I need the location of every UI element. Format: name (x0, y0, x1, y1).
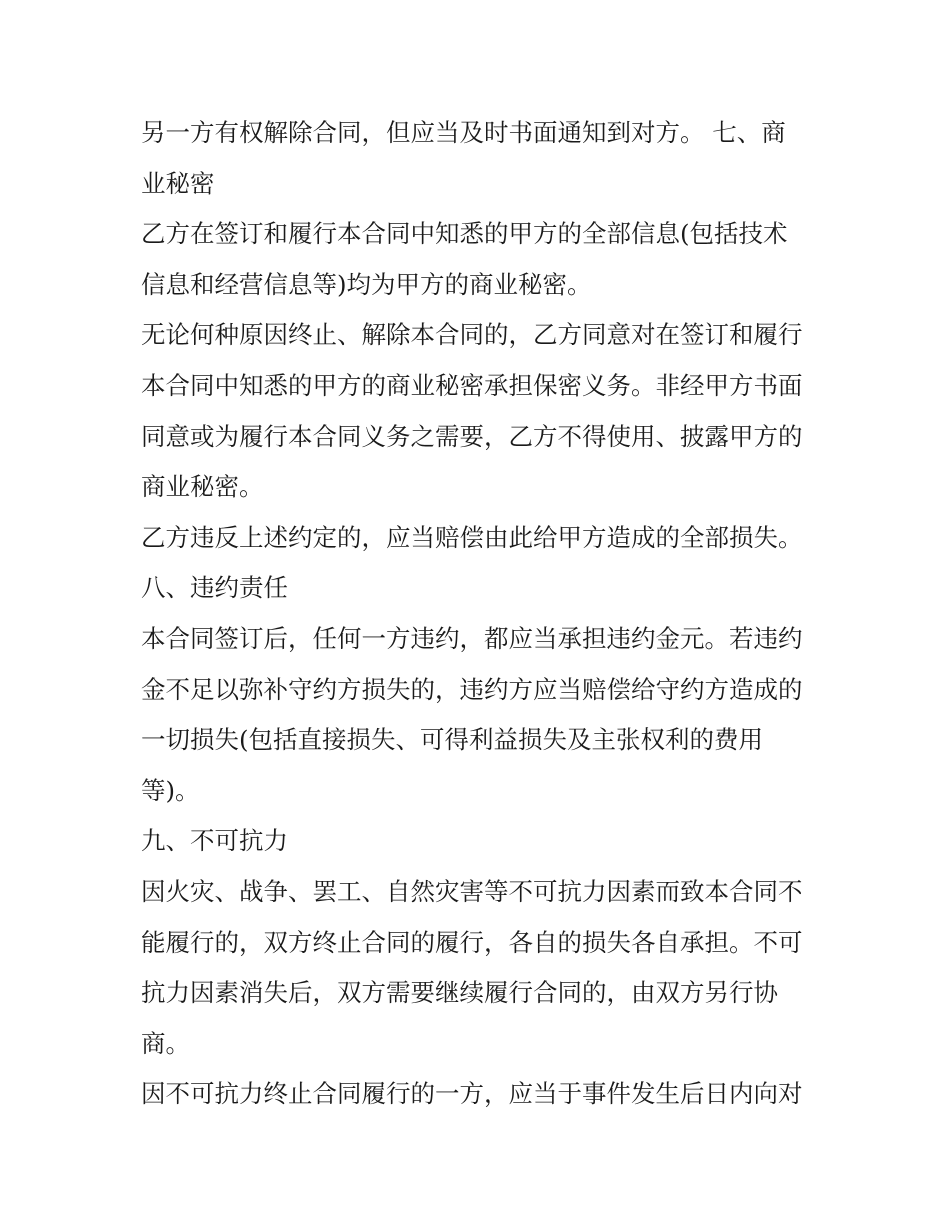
text-line: 业秘密 (141, 168, 215, 198)
text-line: 等)。 (141, 775, 200, 805)
text-line: 无论何种原因终止、解除本合同的，乙方同意对在签订和履行 (141, 320, 803, 350)
text-line: 乙方违反上述约定的，应当赔偿由此给甲方造成的全部损失。 (141, 522, 803, 552)
text-line: 商。 (141, 1028, 190, 1058)
text-line: 乙方在签订和履行本合同中知悉的甲方的全部信息(包括技术 (141, 219, 788, 249)
text-line: 抗力因素消失后，双方需要继续履行合同的，由双方另行协 (141, 978, 778, 1008)
text-line: 同意或为履行本合同义务之需要，乙方不得使用、披露甲方的 (141, 421, 803, 451)
text-line: 一切损失(包括直接损失、可得利益损失及主张权利的费用 (141, 725, 764, 755)
text-line: 能履行的，双方终止合同的履行，各自的损失各自承担。不可 (141, 927, 803, 957)
text-line: 商业秘密。 (141, 472, 264, 502)
text-line: 本合同签订后，任何一方违约，都应当承担违约金元。若违约 (141, 623, 803, 653)
text-line: 金不足以弥补守约方损失的，违约方应当赔偿给守约方造成的 (141, 674, 803, 704)
section-heading: 八、违约责任 (141, 573, 288, 603)
text-line: 本合同中知悉的甲方的商业秘密承担保密义务。非经甲方书面 (141, 370, 803, 400)
text-line: 信息和经营信息等)均为甲方的商业秘密。 (141, 269, 592, 299)
document-body (141, 108, 821, 1120)
text-line: 因不可抗力终止合同履行的一方，应当于事件发生后日内向对 (141, 1079, 803, 1109)
text-line: 因火灾、战争、罢工、自然灾害等不可抗力因素而致本合同不 (141, 876, 803, 906)
text-line: 另一方有权解除合同，但应当及时书面通知到对方。 七、商 (141, 118, 786, 147)
section-heading: 九、不可抗力 (141, 826, 288, 856)
